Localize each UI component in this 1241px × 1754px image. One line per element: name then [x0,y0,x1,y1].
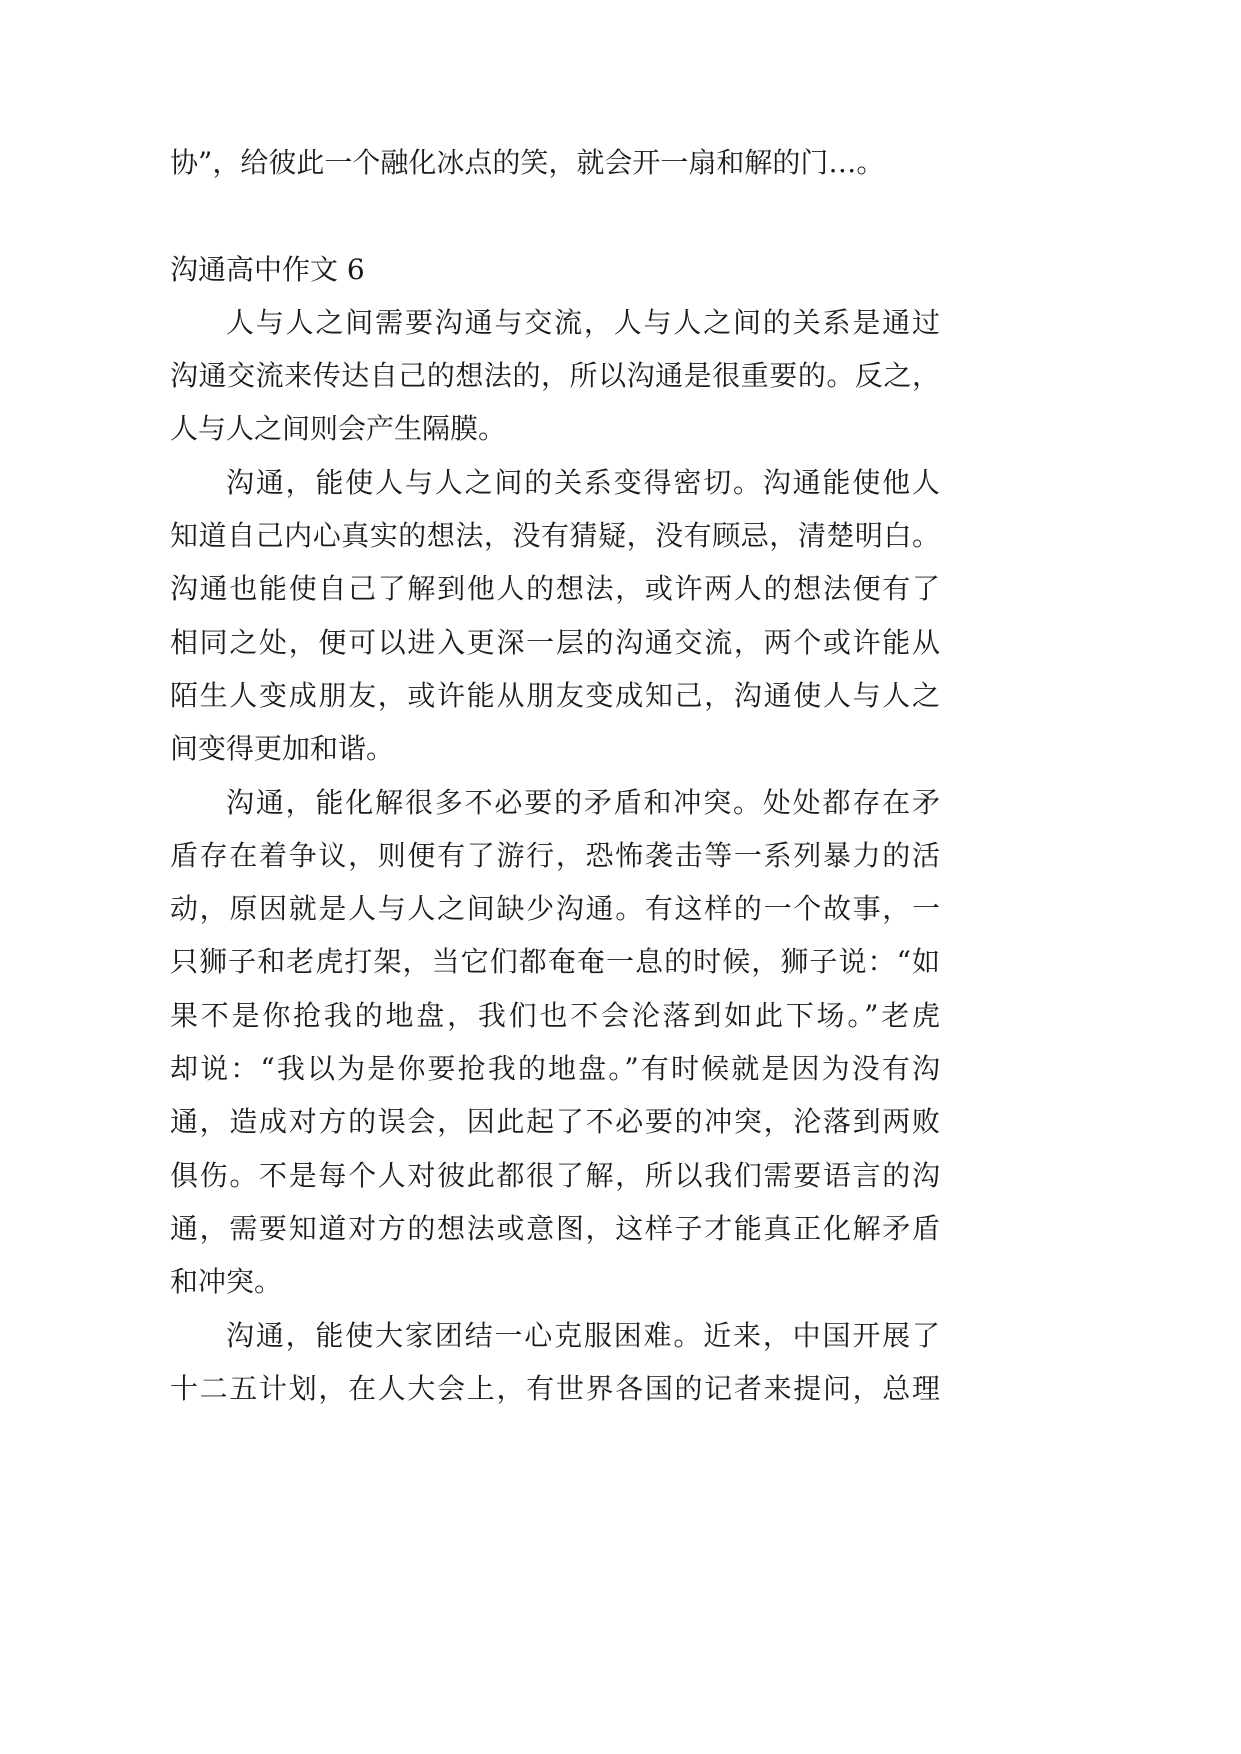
paragraph-line: 人与人之间则会产生隔膜。 [170,412,507,446]
paragraph-line: 人与人之间需要沟通与交流，人与人之间的关系是通过 [226,305,940,339]
paragraph-line: 沟通交流来传达自己的想法的，所以沟通是很重要的。反之， [170,359,940,393]
paragraph-line: 和冲突。 [170,1265,283,1299]
document-body [170,136,940,1415]
paragraph-line: 知道自己内心真实的想法，没有猜疑，没有顾忌，清楚明白。 [170,519,940,553]
paragraph-line: 相同之处，便可以进入更深一层的沟通交流，两个或许能从 [170,625,940,659]
paragraph-line: 十二五计划，在人大会上，有世界各国的记者来提问，总理 [170,1371,940,1405]
paragraph-line: 沟通，能使人与人之间的关系变得密切。沟通能使他人 [226,465,940,499]
paragraph-line: 沟通，能化解很多不必要的矛盾和冲突。处处都存在矛 [226,785,940,819]
continuation-line: 协”，给彼此一个融化冰点的笑，就会开一扇和解的门…。 [170,146,885,179]
section-heading: 沟通高中作文 6 [170,252,365,286]
paragraph-line: 间变得更加和谐。 [170,732,395,766]
paragraph-line: 只狮子和老虎打架，当它们都奄奄一息的时候，狮子说：“如 [170,945,940,979]
paragraph-line: 陌生人变成朋友，或许能从朋友变成知己，沟通使人与人之 [170,678,940,712]
paragraph-line: 却说：“我以为是你要抢我的地盘。”有时候就是因为没有沟 [170,1052,940,1086]
paragraph-1 [170,296,940,456]
paragraph-line: 动，原因就是人与人之间缺少沟通。有这样的一个故事，一 [170,892,940,926]
paragraph-line: 通，需要知道对方的想法或意图，这样子才能真正化解矛盾 [170,1211,940,1245]
blank-line [170,189,940,242]
paragraph-line: 俱伤。不是每个人对彼此都很了解，所以我们需要语言的沟 [170,1158,940,1192]
paragraph-line: 通，造成对方的误会，因此起了不必要的冲突，沦落到两败 [170,1105,940,1139]
paragraph-2 [170,456,940,776]
paragraph-line: 沟通也能使自己了解到他人的想法，或许两人的想法便有了 [170,572,940,606]
paragraph-line: 果不是你抢我的地盘，我们也不会沦落到如此下场。”老虎 [170,998,940,1032]
paragraph-3 [170,776,940,1309]
paragraph-line: 盾存在着争议，则便有了游行，恐怖袭击等一系列暴力的活 [170,838,940,872]
paragraph-line: 沟通，能使大家团结一心克服困难。近来，中国开展了 [226,1318,940,1352]
paragraph-4 [170,1309,940,1416]
